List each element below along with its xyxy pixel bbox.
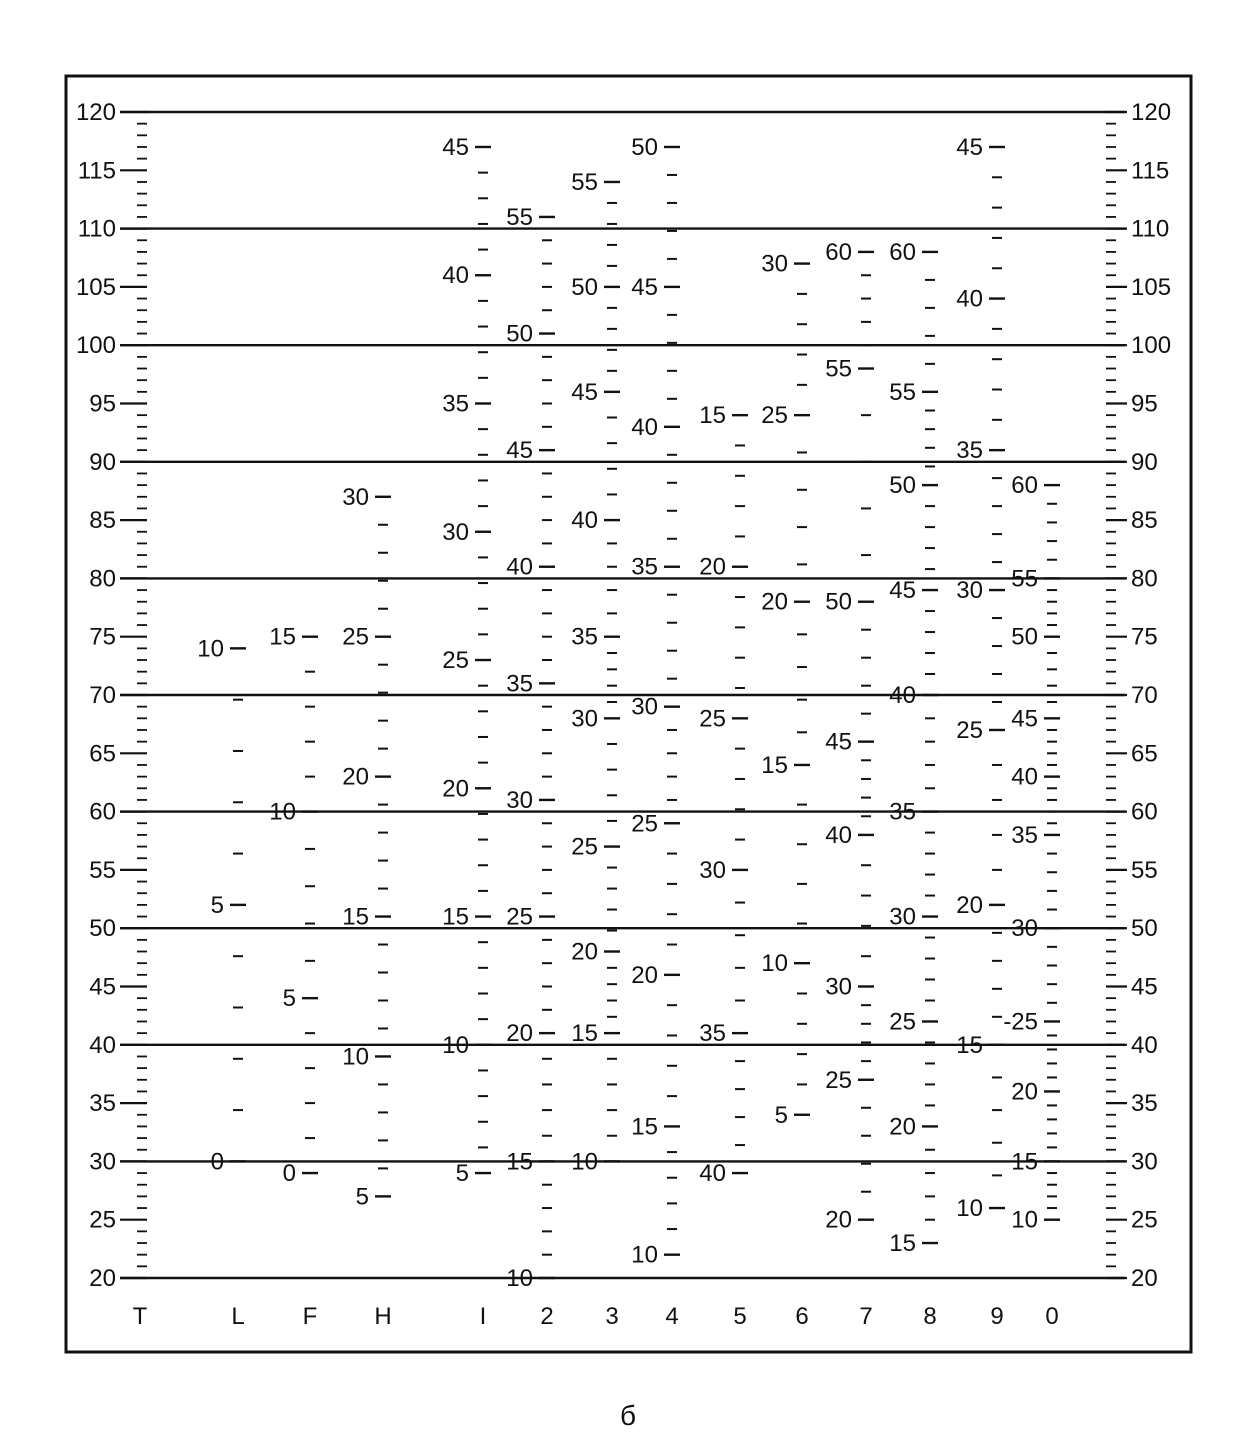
column-label-L: L [231,1303,245,1330]
scale-I-label-20: 20 [442,775,469,803]
scale-4-label-15: 15 [631,1113,658,1141]
right-scale-label-55: 55 [1131,856,1158,884]
scale-3-label-35: 35 [571,623,598,651]
scale-9-label-25: 25 [956,716,983,744]
scale-5-label-25: 25 [699,705,726,733]
scale-0-label--25: -25 [1003,1008,1038,1036]
scale-L-label-5: 5 [210,891,224,919]
scale-7-label-30: 30 [825,973,852,1001]
scale-8-label-60: 60 [889,238,916,266]
scale-H-label-15: 15 [342,903,369,931]
column-label-T: T [132,1303,148,1330]
left-scale-label-85: 85 [89,507,116,535]
scale-5-label-40: 40 [699,1160,726,1188]
right-scale-label-90: 90 [1131,448,1158,476]
scale-8-label-45: 45 [889,577,916,605]
right-scale-label-70: 70 [1131,682,1158,709]
scale-8-label-20: 20 [889,1113,916,1141]
right-scale-label-40: 40 [1131,1031,1158,1059]
scale-0-label-55: 55 [1011,565,1038,593]
scale-F-label-15: 15 [269,623,296,651]
scale-8-label-30: 30 [889,903,916,931]
scale-8 [889,239,938,1257]
right-main-scale [1106,99,1171,1292]
scale-7-label-20: 20 [825,1206,852,1234]
scale-7-label-60: 60 [825,238,852,266]
scale-2-label-10: 10 [506,1265,533,1292]
scale-6-label-25: 25 [761,402,788,430]
right-scale-label-120: 120 [1131,99,1172,126]
left-scale-label-30: 30 [89,1148,116,1176]
scale-4-label-20: 20 [631,961,658,989]
scale-6 [761,251,810,1129]
left-scale-label-65: 65 [89,740,116,768]
scale-2-label-50: 50 [506,320,533,348]
right-scale-label-80: 80 [1131,565,1158,593]
scale-6-label-10: 10 [761,950,788,978]
scale-I-label-45: 45 [442,133,469,161]
right-scale-label-105: 105 [1131,273,1172,301]
left-scale-label-110: 110 [77,215,116,243]
right-scale-label-60: 60 [1131,798,1158,826]
scale-I-label-40: 40 [442,262,469,290]
left-scale-label-20: 20 [89,1265,116,1292]
scale-0-label-35: 35 [1011,821,1038,849]
scale-3 [571,169,620,1175]
right-scale-label-85: 85 [1131,507,1158,535]
right-scale-label-25: 25 [1131,1206,1158,1234]
intermediate-scales [197,134,1060,1292]
left-scale-label-50: 50 [89,915,116,943]
right-scale-label-30: 30 [1131,1148,1158,1176]
scale-9 [956,134,1005,1222]
column-label-8: 8 [923,1303,937,1330]
scale-0-label-15: 15 [1011,1148,1038,1176]
scale-0-label-30: 30 [1011,915,1038,943]
scale-L-label-10: 10 [197,635,224,663]
scale-3-label-15: 15 [571,1020,598,1048]
scale-9-label-30: 30 [956,577,983,605]
scale-8-label-50: 50 [889,472,916,500]
left-scale-label-40: 40 [89,1031,116,1059]
scale-H [342,484,391,1211]
scale-H-label-25: 25 [342,623,369,651]
scale-7-label-55: 55 [825,355,852,383]
scale-L-label-0: 0 [210,1148,224,1176]
column-label-9: 9 [990,1303,1004,1330]
right-scale-label-100: 100 [1131,332,1172,360]
scale-4-label-45: 45 [631,273,658,301]
scale-5-label-30: 30 [699,856,726,884]
left-scale-label-105: 105 [75,273,116,301]
column-labels [133,1303,1059,1330]
scale-I-label-25: 25 [442,647,469,675]
scale-2-label-45: 45 [506,437,533,465]
scale-I-label-10: 10 [442,1031,469,1059]
scale-8-label-35: 35 [889,798,916,826]
scale-2-label-55: 55 [506,203,533,231]
scale-H-label-30: 30 [342,483,369,511]
column-label-6: 6 [795,1303,809,1330]
left-main-scale [76,99,147,1292]
scale-7-label-25: 25 [825,1066,852,1094]
scale-0-label-40: 40 [1011,763,1038,791]
right-scale-label-110: 110 [1131,215,1170,243]
left-scale-label-60: 60 [89,798,116,826]
scale-H-label-5: 5 [355,1183,369,1211]
scale-8-label-55: 55 [889,378,916,406]
scale-3-label-55: 55 [571,168,598,196]
scale-4-label-50: 50 [631,133,658,161]
scale-F-label-10: 10 [269,798,296,826]
left-scale-label-25: 25 [89,1206,116,1234]
scale-9-label-35: 35 [956,437,983,465]
scale-3-label-20: 20 [571,938,598,966]
left-scale-label-95: 95 [89,390,116,418]
right-scale-label-115: 115 [1131,157,1170,185]
left-scale-label-45: 45 [89,973,116,1001]
figure-caption: б [619,1400,637,1431]
scale-0 [1003,472,1060,1234]
scale-I-label-5: 5 [455,1160,469,1188]
scale-F-label-5: 5 [282,985,296,1013]
scale-5-label-20: 20 [699,553,726,581]
column-label-3: 3 [605,1303,619,1330]
column-label-H: H [374,1303,392,1330]
scale-F [269,624,318,1187]
column-label-I: I [479,1303,487,1330]
scale-0-label-20: 20 [1011,1078,1038,1106]
scale-8-label-15: 15 [889,1230,916,1258]
scale-9-label-15: 15 [956,1031,983,1059]
scale-3-label-50: 50 [571,273,598,301]
left-scale-label-115: 115 [77,157,116,185]
scale-7 [825,239,874,1234]
left-scale-label-90: 90 [89,448,116,476]
scale-7-label-45: 45 [825,728,852,756]
scale-2-label-15: 15 [506,1148,533,1176]
scale-4 [631,134,680,1269]
scale-2-label-35: 35 [506,670,533,698]
scale-3-label-10: 10 [571,1148,598,1176]
scale-9-label-45: 45 [956,133,983,161]
right-scale-label-50: 50 [1131,915,1158,943]
right-scale-label-20: 20 [1131,1265,1158,1292]
scale-3-label-40: 40 [571,507,598,535]
scale-8-label-25: 25 [889,1008,916,1036]
scale-8-label-40: 40 [889,682,916,709]
column-label-2: 2 [540,1303,554,1330]
scale-0-label-10: 10 [1011,1206,1038,1234]
scale-H-label-20: 20 [342,763,369,791]
column-label-4: 4 [665,1303,679,1330]
scale-I-label-30: 30 [442,518,469,546]
right-scale-label-45: 45 [1131,973,1158,1001]
scale-5 [699,402,748,1187]
scale-4-label-30: 30 [631,693,658,721]
scale-2-label-40: 40 [506,553,533,581]
scale-7-label-40: 40 [825,821,852,849]
left-scale-label-80: 80 [89,565,116,593]
right-scale-label-75: 75 [1131,623,1158,651]
right-scale-label-95: 95 [1131,390,1158,418]
scale-6-label-5: 5 [774,1101,788,1129]
scale-H-label-10: 10 [342,1043,369,1071]
scale-6-label-15: 15 [761,751,788,779]
column-label-0: 0 [1045,1303,1059,1330]
scale-2 [506,204,555,1292]
scale-5-label-35: 35 [699,1020,726,1048]
left-scale-label-100: 100 [75,332,116,360]
scale-I-label-15: 15 [442,903,469,931]
scale-9-label-10: 10 [956,1195,983,1223]
left-scale-label-70: 70 [89,682,116,709]
scale-2-label-20: 20 [506,1020,533,1048]
scale-5-label-15: 15 [699,402,726,430]
scale-3-label-45: 45 [571,378,598,406]
scale-6-label-30: 30 [761,250,788,278]
scale-9-label-40: 40 [956,285,983,313]
right-scale-label-65: 65 [1131,740,1158,768]
scale-4-label-10: 10 [631,1241,658,1269]
scale-0-label-45: 45 [1011,705,1038,733]
scale-0-label-50: 50 [1011,623,1038,651]
left-scale-label-35: 35 [89,1090,116,1118]
scale-4-label-25: 25 [631,810,658,838]
scale-I [442,134,491,1187]
scale-I-label-35: 35 [442,390,469,418]
left-scale-label-75: 75 [89,623,116,651]
scale-L [197,635,246,1175]
scale-6-label-20: 20 [761,588,788,616]
right-scale-label-35: 35 [1131,1090,1158,1118]
scale-7-label-50: 50 [825,588,852,616]
left-scale-label-55: 55 [89,856,116,884]
scale-2-label-25: 25 [506,903,533,931]
scale-3-label-30: 30 [571,705,598,733]
scale-F-label-0: 0 [282,1160,296,1188]
column-label-F: F [302,1303,318,1330]
scale-4-label-40: 40 [631,413,658,441]
scale-9-label-20: 20 [956,891,983,919]
scale-3-label-25: 25 [571,833,598,861]
column-label-7: 7 [859,1303,873,1330]
scale-0-label-60: 60 [1011,472,1038,500]
left-scale-label-120: 120 [75,99,116,126]
scale-2-label-30: 30 [506,786,533,814]
column-label-5: 5 [733,1303,747,1330]
scale-4-label-35: 35 [631,553,658,581]
